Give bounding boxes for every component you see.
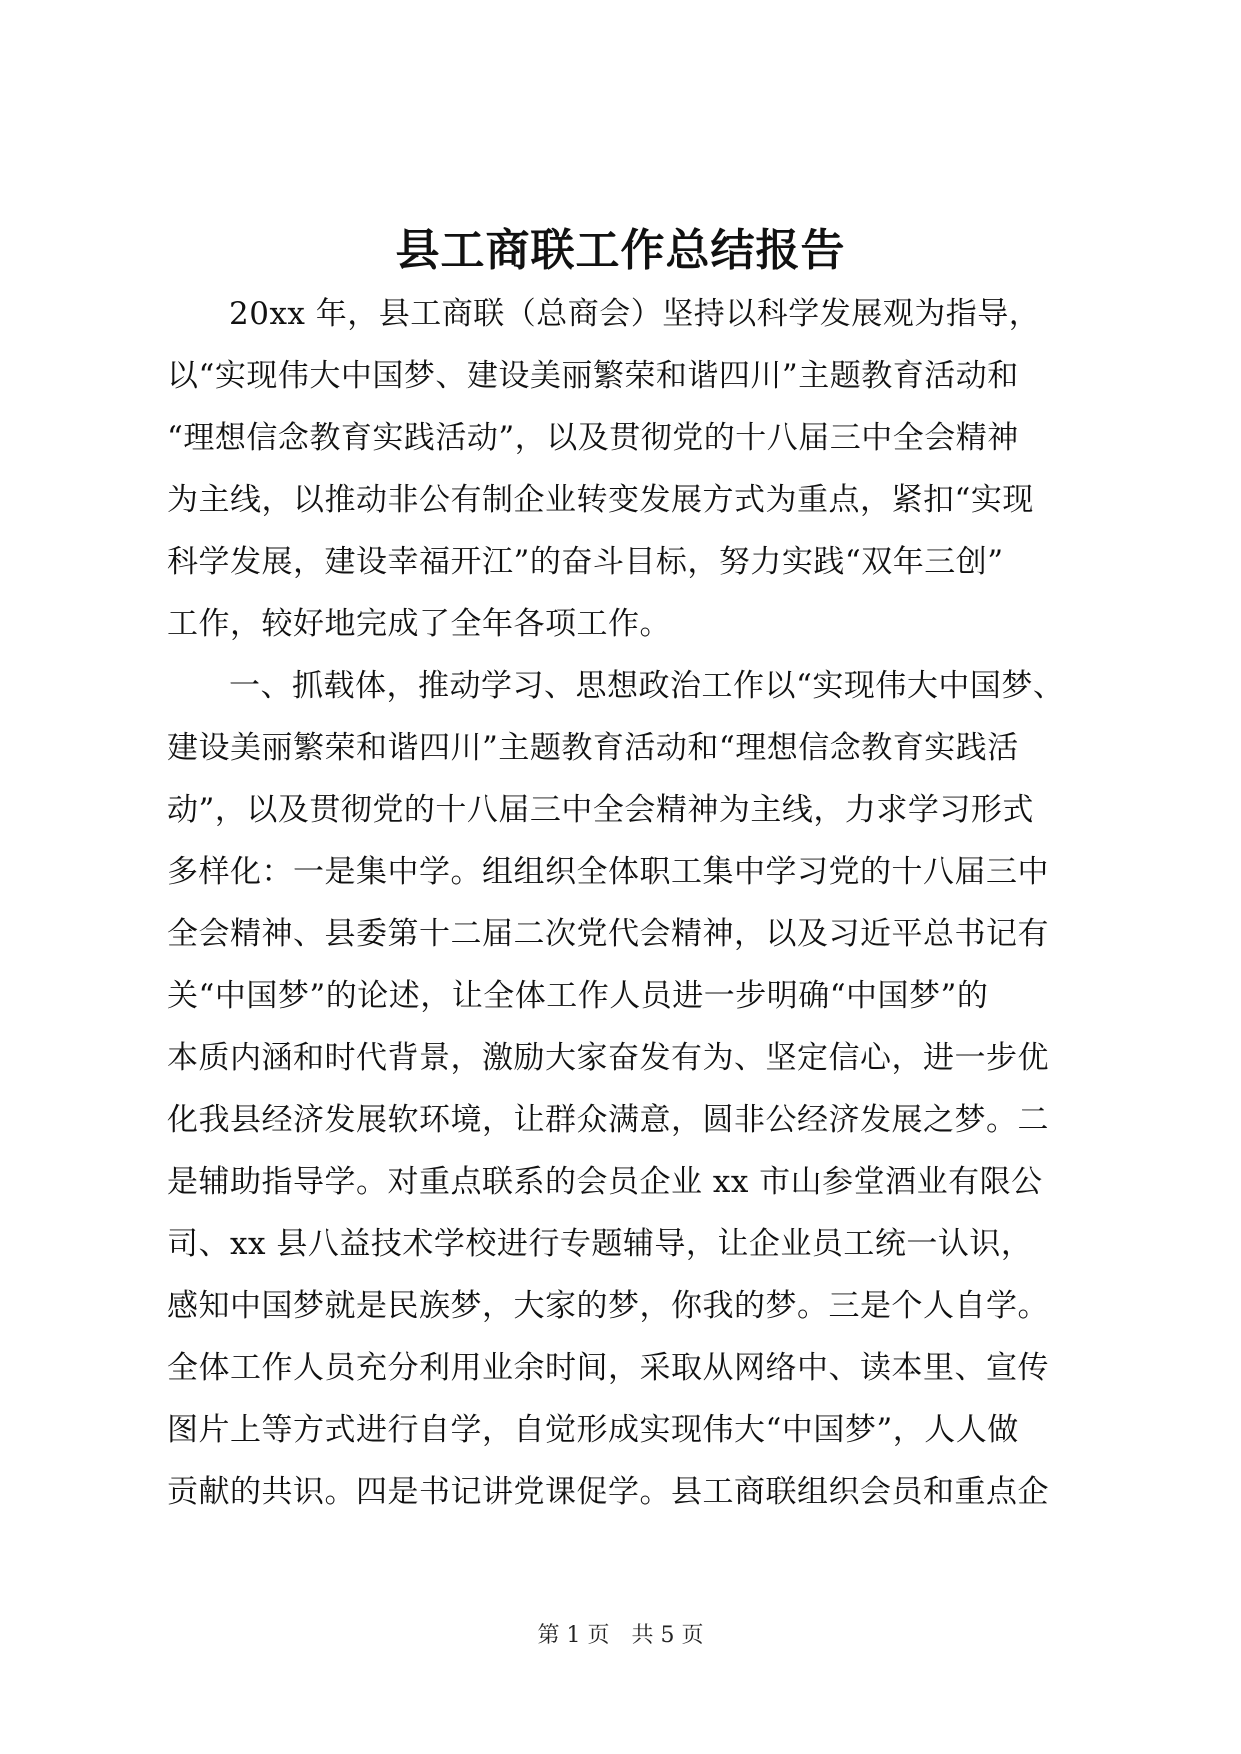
text-line-4: 为主线，以推动非公有制企业转变发展方式为重点，紧扣“实现 xyxy=(167,482,1034,518)
text-line-18: 全体工作人员充分利用业余时间，采取从网络中、读本里、宣传 xyxy=(167,1350,1049,1386)
text-line-16: 司、xx 县八益技术学校进行专题辅导，让企业员工统一认识， xyxy=(167,1226,1033,1262)
text-line-19: 图片上等方式进行自学，自觉形成实现伟大“中国梦”，人人做 xyxy=(167,1412,1019,1448)
text-line-10: 多样化：一是集中学。组组织全体职工集中学习党的十八届三中 xyxy=(167,854,1049,890)
text-line-5: 科学发展，建设幸福开江”的奋斗目标，努力实践“双年三创” xyxy=(167,544,1004,580)
text-line-3: “理想信念教育实践活动”，以及贯彻党的十八届三中全会精神 xyxy=(167,420,1019,456)
text-line-17: 感知中国梦就是民族梦，大家的梦，你我的梦。三是个人自学。 xyxy=(167,1288,1049,1324)
text-line-20: 贡献的共识。四是书记讲党课促学。县工商联组织会员和重点企 xyxy=(167,1474,1049,1510)
text-line-13: 本质内涵和时代背景，激励大家奋发有为、坚定信心，进一步优 xyxy=(167,1040,1049,1076)
page-footer xyxy=(0,1621,1241,1651)
text-line-7: 一、抓载体，推动学习、思想政治工作以“实现伟大中国梦、 xyxy=(229,668,1065,704)
text-line-6: 工作，较好地完成了全年各项工作。 xyxy=(167,606,671,642)
text-line-2: 以“实现伟大中国梦、建设美丽繁荣和谐四川”主题教育活动和 xyxy=(167,358,1019,394)
text-line-15: 是辅助指导学。对重点联系的会员企业 xx 市山参堂酒业有限公 xyxy=(167,1164,1043,1200)
text-line-9: 动”，以及贯彻党的十八届三中全会精神为主线，力求学习形式 xyxy=(167,792,1034,828)
page-number-current: 第 1 页 xyxy=(537,1623,610,1648)
text-line-8: 建设美丽繁荣和谐四川”主题教育活动和“理想信念教育实践活 xyxy=(167,730,1019,766)
text-line-12: 关“中国梦”的论述，让全体工作人员进一步明确“中国梦”的 xyxy=(167,978,989,1014)
text-line-11: 全会精神、县委第十二届二次党代会精神，以及习近平总书记有 xyxy=(167,916,1049,952)
text-line-14: 化我县经济发展软环境，让群众满意，圆非公经济发展之梦。二 xyxy=(167,1102,1049,1138)
document-title: 县工商联工作总结报告 xyxy=(395,225,846,276)
text-line-1: 20xx 年，县工商联（总商会）坚持以科学发展观为指导， xyxy=(229,296,1041,332)
page-number-total: 共 5 页 xyxy=(631,1623,704,1648)
